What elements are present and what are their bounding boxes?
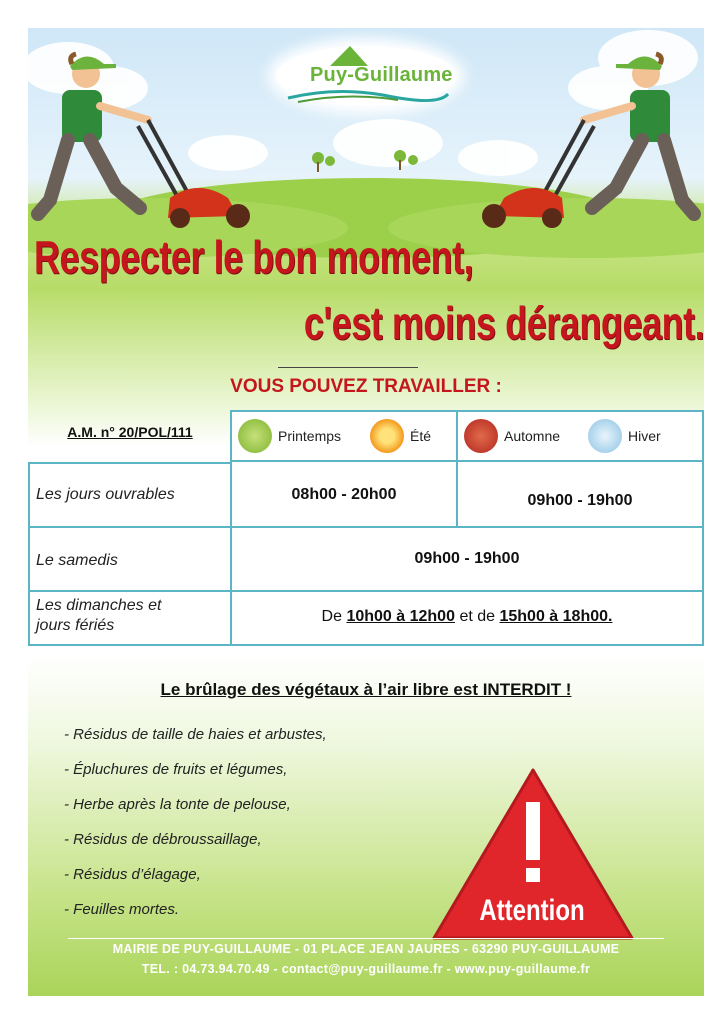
burning-title: Le brûlage des végétaux à l’air libre est INTERDIT ! [160,680,572,699]
row-saturday-hours-cell [230,526,704,592]
divider [278,367,418,368]
season-label-printemps: Printemps [278,428,342,444]
list-item: - Herbe après la tonte de pelouse, [64,796,291,813]
row-label-saturday: Le samedis [36,552,118,569]
list-item: - Résidus de taille de haies et arbustes, [64,726,327,743]
hours-sunday-middle: et de [459,608,496,625]
hours-sunday-prefix: De [321,608,342,625]
reference-cell [28,410,232,460]
poster [28,28,704,996]
decree-reference: A.M. n° 20/POL/111 [67,424,193,440]
burning-list [64,726,327,936]
row-sunday-label-cell [28,590,232,646]
list-item: - Résidus d’élagage, [64,866,201,883]
row-weekdays-autumn-winter-cell [456,460,704,528]
season-label-ete: Été [410,428,432,444]
sun-icon [370,419,404,453]
row-saturday-label-cell [28,526,232,592]
burning-section [28,656,704,996]
row-label-sunday-line1: Les dimanches et [36,597,162,614]
hours-sunday-afternoon: 15h00 à 18h00. [499,608,613,625]
list-item: - Résidus de débroussaillage, [64,831,262,848]
row-label-sunday [36,596,161,636]
hours-sunday-morning: 10h00 à 12h00 [346,608,455,625]
footer-address: MAIRIE DE PUY-GUILLAUME - 01 PLACE JEAN JAURES - 63290 PUY-GUILLAUME [112,942,620,956]
season-label-hiver: Hiver [628,428,661,444]
hours-weekdays-autumn-winter: 09h00 - 19h00 [527,492,633,509]
warning-label: Attention [479,894,585,927]
row-weekdays-label-cell [28,462,232,528]
list-item: - Feuilles mortes. [64,901,180,918]
schedule-title: VOUS POUVEZ TRAVAILLER : [230,376,502,397]
row-sunday-hours-cell [230,590,704,646]
headline-line-2: c'est moins dérangeant. [303,297,704,349]
row-weekdays-spring-summer-cell [230,460,458,528]
schedule-table [28,410,704,650]
logo-text: Puy-Guillaume [310,64,453,86]
header-spring-summer [230,410,458,462]
season-automne [464,419,560,453]
row-label-weekdays: Les jours ouvrables [36,486,175,503]
header-autumn-winter [456,410,704,462]
maple-leaf-icon [464,419,498,453]
hours-sunday [232,608,702,626]
season-hiver [588,419,661,453]
row-label-sunday-line2: jours fériés [36,617,115,634]
logo-wave-icon [278,88,458,106]
footer-contact: TEL. : 04.73.94.70.49 - contact@puy-guillaume.fr - www.puy-guillaume.fr [141,962,591,976]
headline-line-1: Respecter le bon moment, [34,231,474,283]
snowflake-icon [588,419,622,453]
season-ete [370,419,431,453]
hours-weekdays-spring-summer: 08h00 - 20h00 [291,486,397,503]
season-label-automne: Automne [504,428,561,444]
list-item: - Épluchures de fruits et légumes, [64,761,288,778]
season-printemps [238,419,341,453]
hours-saturday: 09h00 - 19h00 [414,550,520,567]
leaf-icon [238,419,272,453]
footer-rule [68,938,664,939]
